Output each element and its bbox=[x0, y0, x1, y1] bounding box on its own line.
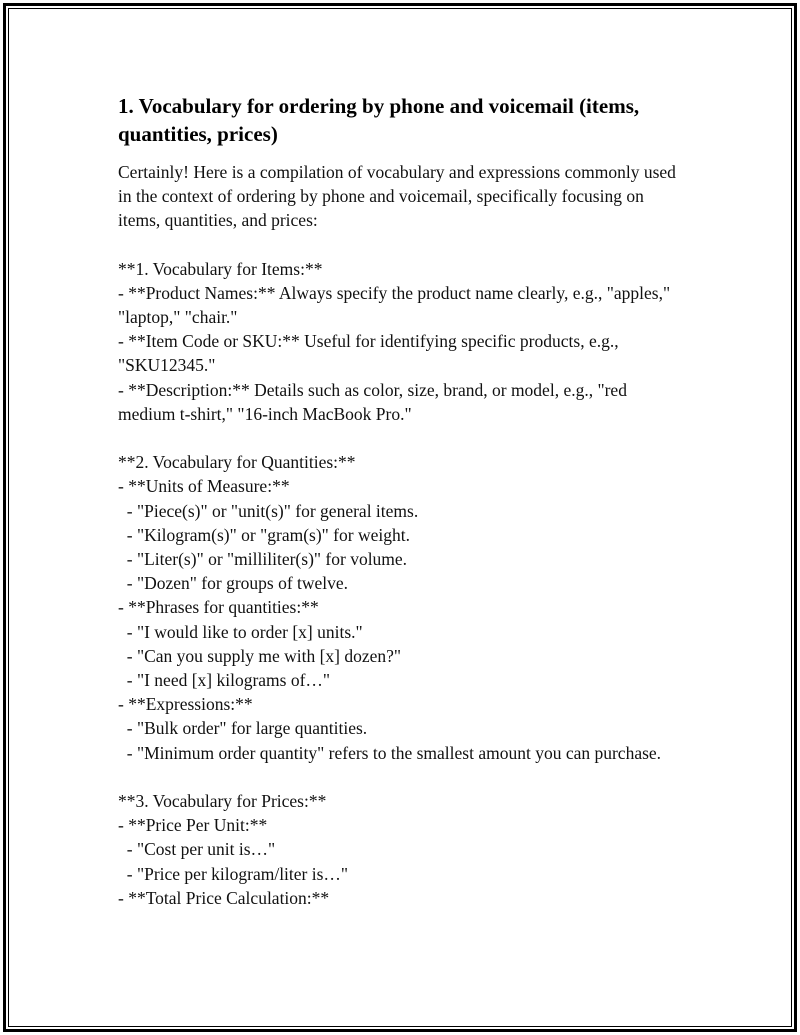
section-line: **3. Vocabulary for Prices:** bbox=[118, 791, 327, 812]
document-heading: 1. Vocabulary for ordering by phone and voicemail (items, quantities, prices) bbox=[118, 94, 640, 146]
section-line: - **Expressions:** bbox=[118, 694, 253, 715]
section-line: - "Liter(s)" or "milliliter(s)" for volume. bbox=[118, 549, 408, 570]
section-line: - **Item Code or SKU:** Useful for identifying specific products, e.g., "SKU12345." bbox=[118, 331, 623, 376]
section-line: - "Minimum order quantity" refers to the smallest amount you can purchase. bbox=[118, 742, 662, 763]
section-line: - "Bulk order" for large quantities. bbox=[118, 718, 368, 739]
document-body bbox=[118, 92, 678, 934]
section-line: - "I would like to order [x] units." bbox=[118, 621, 363, 642]
section-line: **1. Vocabulary for Items:** bbox=[118, 258, 323, 279]
section-quantities bbox=[118, 450, 678, 765]
section-line: - **Price Per Unit:** bbox=[118, 815, 268, 836]
section-items bbox=[118, 257, 678, 426]
section-line: - "Dozen" for groups of twelve. bbox=[118, 573, 349, 594]
section-line: - "Can you supply me with [x] dozen?" bbox=[118, 645, 402, 666]
section-line: - **Units of Measure:** bbox=[118, 476, 290, 497]
section-line: - **Phrases for quantities:** bbox=[118, 597, 319, 618]
section-line: - "I need [x] kilograms of…" bbox=[118, 670, 331, 691]
section-line: **2. Vocabulary for Quantities:** bbox=[118, 452, 356, 473]
section-line: - "Kilogram(s)" or "gram(s)" for weight. bbox=[118, 524, 410, 545]
section-line: - "Cost per unit is…" bbox=[118, 839, 276, 860]
section-line: - "Price per kilogram/liter is…" bbox=[118, 863, 349, 884]
section-prices bbox=[118, 789, 678, 910]
section-line: - **Product Names:** Always specify the product name clearly, e.g., "apples," "laptop," "chair." bbox=[118, 282, 675, 328]
intro-paragraph: Certainly! Here is a compilation of vocabulary and expressions commonly used in the context of ordering by phone and voicemail, specifically focusing on items, quantities, and prices: bbox=[118, 162, 676, 231]
section-line: - "Piece(s)" or "unit(s)" for general items. bbox=[118, 500, 419, 521]
section-line: - **Total Price Calculation:** bbox=[118, 887, 330, 908]
section-line: - **Description:** Details such as color, size, brand, or model, e.g., "red medium t-shirt," "16-inch MacBook Pro." bbox=[118, 379, 632, 424]
